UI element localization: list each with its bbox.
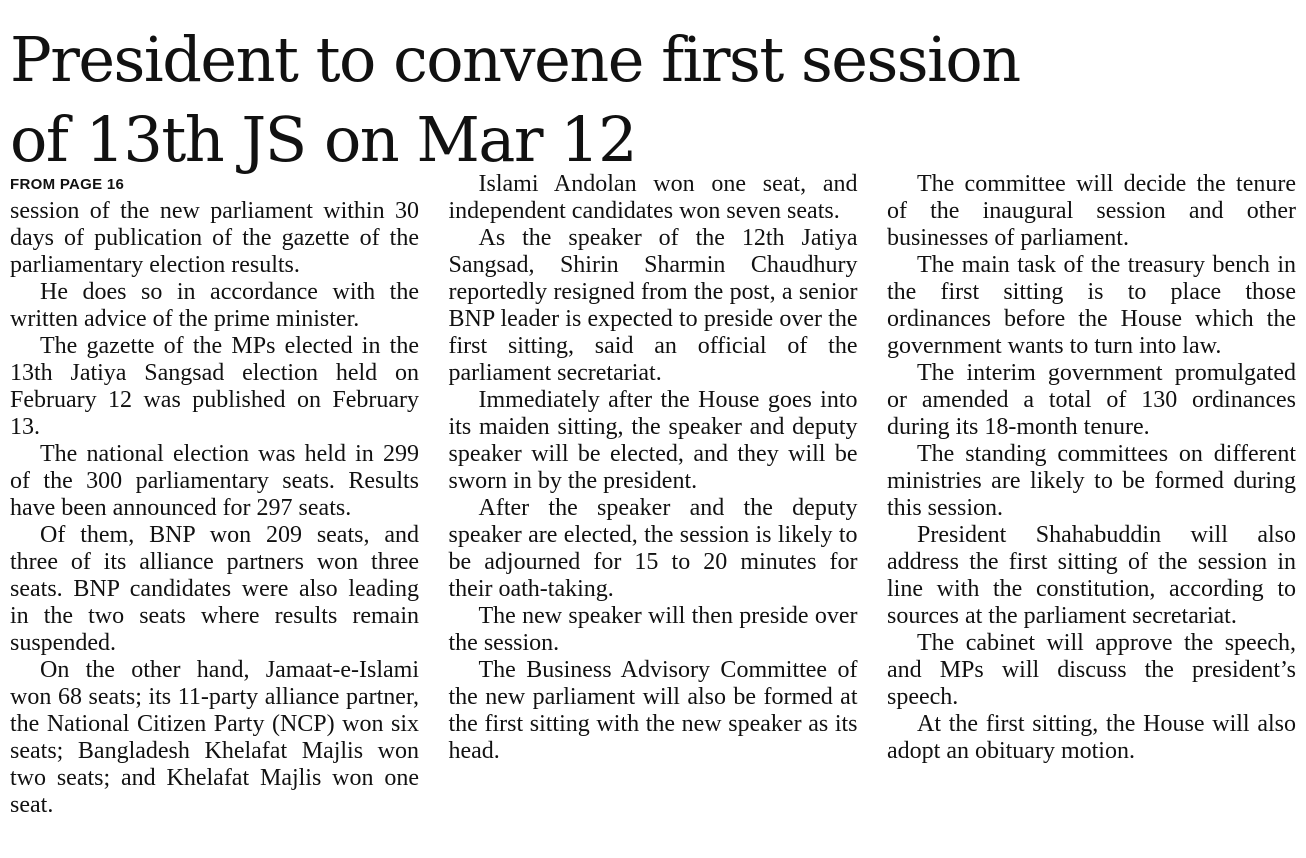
- paragraph: President Shahabuddin will also address the first sitting of the session in line with the constitution, according to sources at the parliament secretariat.: [887, 522, 1296, 629]
- headline-line-2: of 13th JS on Mar 12: [10, 103, 637, 176]
- paragraph: At the first sitting, the House will also adopt an obituary motion.: [887, 711, 1296, 764]
- article-body: [10, 171, 1296, 819]
- jump-label: FROM PAGE 16: [10, 176, 125, 193]
- paragraph: The new speaker will then preside over the session.: [448, 603, 858, 656]
- paragraph: The standing committees on different ministries are likely to be formed during this session.: [887, 441, 1296, 521]
- paragraph: The committee will decide the tenure of the inaugural session and other businesses of parliament.: [887, 171, 1296, 251]
- paragraph: The gazette of the MPs elected in the 13th Jatiya Sangsad election held on February 12 was published on February 13.: [10, 333, 419, 440]
- paragraph: Islami Andolan won one seat, and independent candidates won seven seats.: [448, 171, 858, 224]
- paragraph: On the other hand, Jamaat-e-Islami won 68 seats; its 11-party alliance partner, the National Citizen Party (NCP) won six seats; Bangladesh Khelafat Majlis won two seats; and Khelafat Majlis won one seat.: [10, 657, 419, 818]
- paragraph: The cabinet will approve the speech, and MPs will discuss the president’s speech.: [887, 630, 1296, 710]
- headline: [10, 20, 1300, 180]
- paragraph: The national election was held in 299 of the 300 parliamentary seats. Results have been announced for 297 seats.: [10, 441, 419, 521]
- paragraph: session of the new parliament within 30 days of publication of the gazette of the parliamentary election results.: [10, 198, 419, 278]
- paragraph: He does so in accordance with the written advice of the prime minister.: [10, 279, 419, 332]
- paragraph: The interim government promulgated or amended a total of 130 ordinances during its 18-month tenure.: [887, 360, 1296, 440]
- paragraph: As the speaker of the 12th Jatiya Sangsad, Shirin Sharmin Chaudhury reportedly resigned from the post, a senior BNP leader is expected to preside over the first sitting, said an official of the parliament secretariat.: [448, 225, 858, 386]
- column-2: [449, 171, 858, 819]
- headline-line-1: President to convene first session: [10, 23, 1020, 96]
- column-1: [10, 171, 419, 819]
- paragraph: The Business Advisory Committee of the new parliament will also be formed at the first sitting with the new speaker as its head.: [448, 657, 858, 764]
- paragraph: After the speaker and the deputy speaker are elected, the session is likely to be adjourned for 15 to 20 minutes for their oath-taking.: [448, 495, 858, 602]
- paragraph: Immediately after the House goes into its maiden sitting, the speaker and deputy speaker will be elected, and they will be sworn in by the president.: [448, 387, 858, 494]
- column-3: [887, 171, 1296, 819]
- paragraph: The main task of the treasury bench in the first sitting is to place those ordinances before the House which the government wants to turn into law.: [887, 252, 1296, 359]
- paragraph: Of them, BNP won 209 seats, and three of its alliance partners won three seats. BNP candidates were also leading in the two seats where results remain suspended.: [10, 522, 419, 656]
